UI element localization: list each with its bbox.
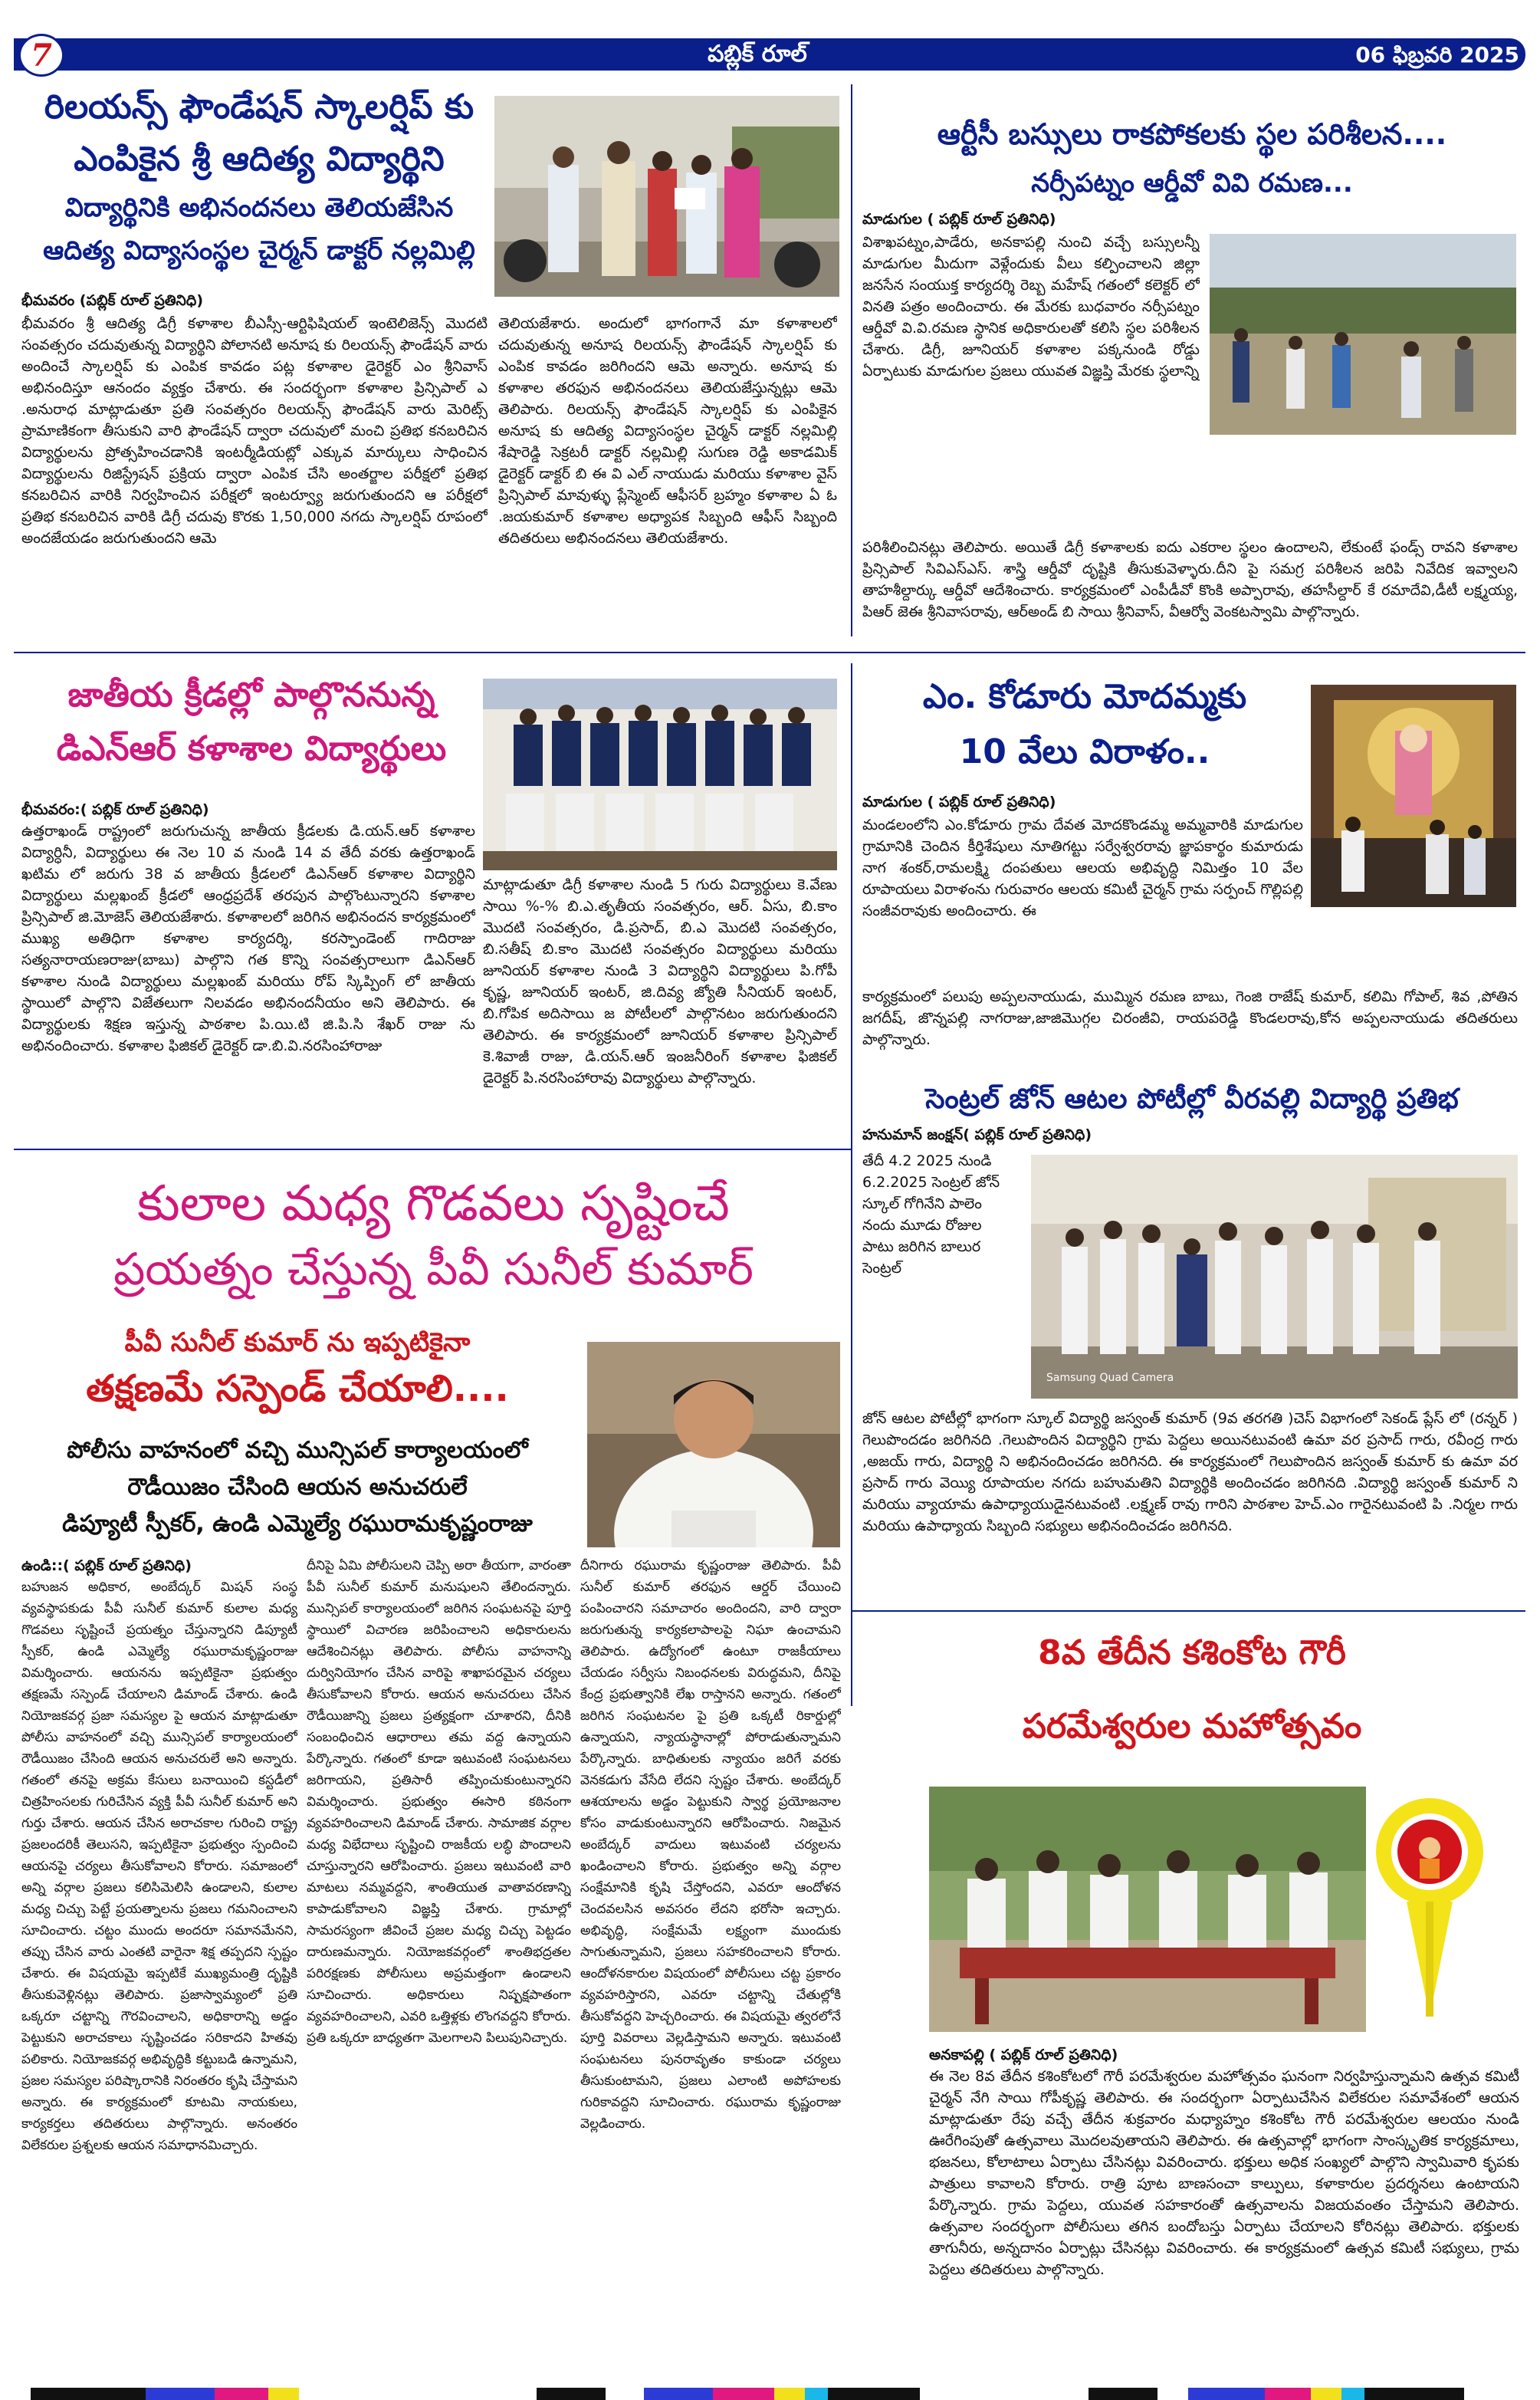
dateline: హనుమాన్ జంక్షన్( పబ్లిక్ రూల్ ప్రతినిధి) bbox=[862, 1126, 1092, 1143]
photo-site-inspection bbox=[1210, 234, 1516, 435]
headline-2: ఎంపికైన శ్రీ ఆదిత్య విద్యార్థిని bbox=[74, 140, 445, 179]
footer-swatch bbox=[1341, 2388, 1364, 2400]
headline: సెంట్రల్ జోన్ ఆటల పోటీల్లో వీరవల్లి విద్యార్థి ప్రతిభ bbox=[925, 1083, 1459, 1115]
headline-2: డిఎన్ఆర్ కళాశాల విద్యార్థులు bbox=[56, 729, 447, 768]
article-column-1: విశాఖపట్నం,పాడేరు, అనకాపల్లి నుంచి వచ్చే బస్సులన్నీ మాడుగుల మీదుగా వెళ్లేందుకు వీలు కల్పించాలని జిల్లా జనసేన సంయుక్త కార్యదర్శి రెబ్బ మహేష్ గతంలో కలెక్టర్ లో వినతి పత్రం అందించారు. ఈ మేరకు బుధవారం నర్సీపట్నం ఆర్డీవో వి.వి.రమణ స్థానిక అధికారులతో కలిసి స్థల పరిశీలన చేశారు. డిగ్రీ, జూనియర్ కళాశాల పక్కనుండి రోడ్డు ఏర్పాటుకు మాడుగుల ప్రజలు యువత విజ్ఞప్తి మేరకు స్థలాన్ని bbox=[862, 234, 1200, 380]
article-column-1: భీమవరం శ్రీ ఆదిత్య డిగ్రీ కళాశాల బీఎస్సీ-ఆర్టిఫిషియల్ ఇంటెలిజెన్స్ మొదటి సంవత్సరం చదువుతున్న విద్యార్థిని పోలానటి అనూష కు రిలయన్స్ ఫౌండేషన్ వారు అందించే స్కాలర్షిప్ కు ఎంపిక కావడం పట్ల కళాశాల డైరెక్టర్ ఎం శ్రీనివాస్ అభినందిస్తూ ఆనందం వ్యక్తం చేశారు. ఈ సందర్భంగా కళాశాల ప్రిన్సిపాల్ ఎ .అనురాధ మాట్లాడుతూ ప్రతి సంవత్సరం రిలయన్స్ ఫౌండేషన్ వారు మెరిట్స్ ప్రామాణికంగా తీసుకుని వారి ఫౌండేషన్ ద్వారా చదువులో మంచి ప్రతిభ కనబరిచిన విద్యార్థులను ప్రోత్సహించడానికి ఇంటర్మీడియట్లో ఎక్కువ మార్కులు సాధించిన విద్యార్థులను రిజిస్ట్రేషన్ ప్రక్రియ ద్వారా ఎంపిక చేసి అంతర్జాల పరీక్షలో ప్రతిభ కనబరిచిన వారికి నిర్వహించిన పరీక్షలో ఇంటర్వ్యూ జరుగుతుందని ఆ పరీక్షలో ప్రతిభ కనబరిచిన వారికి డిగ్రీ చదువు కొరకు 1,50,000 నగదు స్కాలర్షిప్ రూపంలో అందజేయడం జరుగుతుందని ఆమె bbox=[21, 315, 488, 547]
photo-dnr-students-team bbox=[483, 679, 837, 870]
headline: జాతీయ క్రీడల్లో పాల్గొననున్న bbox=[67, 676, 435, 715]
headline: కులాల మధ్య గొడవలు సృష్టించే bbox=[137, 1175, 730, 1232]
article-full-width: జోన్ ఆటల పోటీల్లో భాగంగా స్కూల్ విద్యార్థి జస్వంత్ కుమార్ (9వ తరగతి )చెస్ విభాగంలో సెకండ్ ప్లేస్ లో (రన్నర్ ) గెలుపొందడం జరిగినది .గెలుపొందిన విద్యార్థిని గ్రామ పెద్దలు అయినటువంటి ఉమా వర ప్రసాద్ గారు, రవీంద్ర గారు ,అజయ్ గారు, విద్యార్థి ని అభినందించడం జరిగినది. ఈ కార్యక్రమంలో గెలుపొందిన జస్వంత్ కుమార్ కు ఉమా వర ప్రసాద్ గారు వెయ్యి రూపాయల నగదు బహుమతిని విద్యార్థికి అందించడం జరిగినది .విద్యార్థి జస్వంత్ కుమార్ ని మరియు వ్యాయామ ఉపాధ్యాయుడైనటువంటి .లక్ష్మణ్ రావు గారిని పాఠశాల హెచ్.ఎం గారైనటువంటి పి .నిర్మల గారు మరియు ఉపాధ్యాయ సిబ్బంది సభ్యులు అభినందించడం జరిగినది. bbox=[862, 1410, 1518, 1534]
subheadline-3: పోలీసు వాహనంలో వచ్చి మున్సిపల్ కార్యాలయంలో bbox=[67, 1437, 528, 1464]
dateline: మాడుగుల ( పబ్లిక్ రూల్ ప్రతినిధి) bbox=[862, 211, 1056, 228]
article-column-2: దీనిపై ఏమి పోలీసులని చెప్పి అరా తీయగా, వారంతా పీవీ సునీల్ కుమార్ మనుషులని తేలిందన్నారు. మున్సిపల్ కార్యాలయంలో జరిగిన సంఘటనపై పూర్తి స్థాయిలో విచారణ జరిపించాలని అధికారులను ఆదేశించినట్లు తెలిపారు. పోలీసు వాహనాన్ని దుర్వినియోగం చేసిన వారిపై శాఖాపరమైన చర్యలు తీసుకోవాలని కోరారు. ఆయన అనుచరులు చేసిన రౌడీయిజాన్ని ప్రజలు ప్రత్యక్షంగా చూశారని, దీనికి సంబంధించిన ఆధారాలు తమ వద్ద ఉన్నాయని పేర్కొన్నారు. గతంలో కూడా ఇటువంటి సంఘటనలు జరిగాయని, ప్రతిసారీ తప్పించుకుంటున్నారని విమర్శించారు. ప్రభుత్వం ఈసారి కఠినంగా వ్యవహరించాలని డిమాండ్ చేశారు. సామాజిక వర్గాల మధ్య విభేదాలు సృష్టించి రాజకీయ లబ్ధి పొందాలని చూస్తున్నారని ఆరోపించారు. ప్రజలు ఇటువంటి వారి మాటలు నమ్మవద్దని, శాంతియుత వాతావరణాన్ని కాపాడుకోవాలని విజ్ఞప్తి చేశారు. గ్రామాల్లో సామరస్యంగా జీవించే ప్రజల మధ్య చిచ్చు పెట్టడం దారుణమన్నారు. నియోజకవర్గంలో శాంతిభద్రతల పరిరక్షణకు పోలీసులు అప్రమత్తంగా ఉండాలని సూచించారు. అధికారులు నిష్పక్షపాతంగా వ్యవహరించాలని, ఎవరి ఒత్తిళ్లకు లొంగవద్దని కోరారు. ప్రతి ఒక్కరూ బాధ్యతగా మెలగాలని పిలుపునిచ్చారు. bbox=[307, 1558, 571, 2046]
article-column-2: తెలియజేశారు. అందులో భాగంగానే మా కళాశాలలో చదువుతున్న అనూష రిలయన్స్ ఫౌండేషన్ స్కాలర్షిప్ కు ఎంపిక కావడం జరిగిందని ఆమె అన్నారు. అనూష కు కళాశాల తరఫున అభినందనలు తెలియజేస్తున్నట్లు ఆమె తెలిపారు. రిలయన్స్ ఫౌండేషన్ స్కాలర్షిప్ కు ఎంపికైన అనూష కు ఆదిత్య విద్యాసంస్థల చైర్మన్ డాక్టర్ నల్లమిల్లి శేషారెడ్డి సెక్రటరీ డాక్టర్ నల్లమిల్లి సుగుణ రెడ్డి అకాడమిక్ డైరెక్టర్ డాక్టర్ బి ఈ వి ఎల్ నాయుడు మరియు కళాశాల వైస్ ప్రిన్సిపాల్ మావుళ్ళు ప్లేస్మెంట్ ఆఫీసర్ బ్రహ్మం కళాశాల ఏ ఓ .జయకుమార్ కళాశాల అధ్యాపక సిబ్బంది ఆఫీస్ సిబ్బంది తదితరులు అభినందనలు తెలియజేశారు. bbox=[498, 315, 837, 547]
footer-swatch bbox=[828, 2388, 920, 2400]
article-column-1: బహుజన అధికార, అంబేద్కర్ మిషన్ సంస్థ వ్యవస్థాపకుడు పీవీ సునీల్ కుమార్ కులాల మధ్య గొడవలు సృష్టించే ప్రయత్నం చేస్తున్నారని డిప్యూటీ స్పీకర్, ఉండి ఎమ్మెల్యే రఘురామకృష్ణంరాజు విమర్శించారు. ఆయనను ఇప్పటికైనా ప్రభుత్వం తక్షణమే సస్పెండ్ చేయాలని డిమాండ్ చేశారు. ఉండి నియోజకవర్గ ప్రజా సమస్యల పై ఆయన మాట్లాడుతూ పోలీసు వాహనంలో వచ్చి మున్సిపల్ కార్యాలయంలో రౌడీయిజం చేసింది ఆయన అనుచరులే అని అన్నారు. గతంలో తనపై అక్రమ కేసులు బనాయించి కస్టడీలో చిత్రహింసలకు గురిచేసిన వ్యక్తి పీవీ సునీల్ కుమార్ అని గుర్తు చేశారు. ఆయన చేసిన అరాచకాల గురించి రాష్ట్ర ప్రజలందరికీ తెలుసని, ఇప్పటికైనా ప్రభుత్వం స్పందించి ఆయనపై చర్యలు తీసుకోవాలని కోరారు. సమాజంలో అన్ని వర్గాల ప్రజలు కలిసిమెలిసి ఉండాలని, కులాల మధ్య చిచ్చు పెట్టే ప్రయత్నాలను ప్రజలు గమనించాలని సూచించారు. చట్టం ముందు అందరూ సమానమేనని, తప్పు చేసిన వారు ఎంతటి వారైనా శిక్ష తప్పదని స్పష్టం చేశారు. ఈ విషయమై ఇప్పటికే ముఖ్యమంత్రి దృష్టికి తీసుకువెళ్లినట్లు తెలిపారు. ప్రజాస్వామ్యంలో ప్రతి ఒక్కరూ చట్టాన్ని గౌరవించాలని, అధికారాన్ని అడ్డం పెట్టుకుని అరాచకాలు సృష్టించడం సరికాదని హితవు పలికారు. నియోజకవర్గ అభివృద్ధికి కట్టుబడి ఉన్నామని, ప్రజల సమస్యల పరిష్కారానికి నిరంతరం కృషి చేస్తామని అన్నారు. ఈ కార్యక్రమంలో కూటమి నాయకులు, కార్యకర్తలు తదితరులు పాల్గొన్నారు. అనంతరం విలేకరుల ప్రశ్నలకు ఆయన సమాధానమిచ్చారు. bbox=[21, 1580, 297, 2153]
svg-text:Samsung Quad Camera: Samsung Quad Camera bbox=[1046, 1372, 1174, 1384]
footer-swatch bbox=[1188, 2388, 1265, 2400]
page-number: 7 bbox=[31, 38, 52, 74]
article-column-1: మండలంలోని ఎం.కోడూరు గ్రామ దేవత మోదకొండమ్మ అమ్మవారికి మాడుగుల గ్రామానికి చెందిన కీర్తిశేషులు నూతిగట్టు సర్వేశ్వరరావు జ్ఞాపకార్థం కుమారుడు నాగ శంకర్,రామలక్ష్మి దంపతులు ఆలయ అభివృద్ధి నిమిత్తం 10 వేల రూపాయలు విరాళంను గురువారం ఆలయ కమిటీ చైర్మన్ గ్రామ సర్పంచ్ గొల్లిపల్లి సంజీవరావుకు అందించారు. ఈ bbox=[862, 817, 1303, 919]
photo-festival-badge bbox=[1372, 1794, 1487, 2024]
subheadline: నర్సీపట్నం ఆర్డీవో వివి రమణ... bbox=[1031, 168, 1353, 199]
footer-swatch bbox=[268, 2388, 299, 2400]
masthead-bar bbox=[14, 38, 1525, 74]
article-column-2: పరిశీలించినట్లు తెలిపారు. అయితే డిగ్రీ కళాశాలకు ఐదు ఎకరాల స్థలం ఉందాలని, లేకుంటే ఫండ్స్ రావని కళాశాల ప్రిన్సిపాల్ సివిఎస్ఎస్. శాస్త్రి ఆర్డీవో దృష్టికి తీసుకువెళ్ళారు.దీని పై సమగ్ర పరిశీలన జరిపి నివేదిక ఇవ్వాలని తాహశీల్దార్కు ఆర్డీవో ఆదేశించారు. కార్యక్రమంలో ఎంపీడీవో కొంకి అప్పారావు, తహసీల్దార్ కే రమాదేవి,డీటీ లక్ష్మయ్య, పిఆర్ జెఈ శ్రీనివాసరావు, ఆర్అండ్ బి సాయి శ్రీనివాస్, వీఆర్వో వెంకటస్వామి పాల్గొన్నారు. bbox=[862, 539, 1518, 620]
article-column-1: ఉత్తరాఖండ్ రాష్ట్రంలో జరుగుచున్న జాతీయ క్రీడలకు డి.యన్.ఆర్ కళాశాల విద్యార్ధినీ, విద్యార్థులు ఈ నెల 10 వ నుండి 14 వ తేదీ వరకు ఉత్తరాఖండ్ ఖటిమ లో జరుగు 38 వ జాతీయ క్రీడలలో డిఎన్ఆర్ కళాశాల విద్యార్థిని విద్యార్థులు మల్లఖంబ్ క్రీడలో ఆంధ్రప్రదేశ్ తరపున పాల్గొంటున్నారని కళాశాల ప్రిన్సిపాల్ జి.మోజెస్ తెలియజేశారు. కళాశాలలో జరిగిన అభినందన కార్యక్రమంలో ముఖ్య అతిధిగా కళాశాల కార్యదర్శి, కరస్పాండెంట్ గాదిరాజు సత్యనారాయణరాజు(బాబు) పాల్గొని గత కొన్ని సంవత్సరాలుగా డిఎన్ఆర్ కళాశాల నుండి విద్యార్థులు మల్లఖంబ్ మరియు రోప్ స్కిప్పింగ్ లో జాతీయ స్థాయిలో పాల్గొని విజేతలుగా నిలవడం అభినందనీయం అని తెలిపారు. ఈ విద్యార్థులకు శిక్షణ ఇస్తున్న పాఠశాల పి.యి.టి జి.పి.సి శేఖర్ రాజు ను అభినందించారు. కళాశాల ఫిజికల్ డైరెక్టర్ డా.బి.వి.నరసింహారాజు bbox=[21, 823, 475, 1054]
issue-date: 06 ఫిబ్రవరి 2025 bbox=[1355, 42, 1519, 67]
footer-swatch bbox=[215, 2388, 268, 2400]
column-divider bbox=[851, 84, 852, 636]
dateline: మాడుగుల ( పబ్లిక్ రూల్ ప్రతినిధి) bbox=[862, 794, 1056, 810]
dateline: అనకాపల్లి ( పబ్లిక్ రూల్ ప్రతినిధి) bbox=[929, 2047, 1118, 2063]
footer-swatch bbox=[146, 2388, 215, 2400]
photo-scholarship-felicitation bbox=[494, 96, 839, 297]
photo-raghurama-krishnamraju bbox=[587, 1342, 840, 1547]
footer-swatch bbox=[31, 2388, 146, 2400]
article-full-width: ఈ నెల 8వ తేదీన కశింకోటలో గౌరీ పరమేశ్వరుల మహోత్సవం ఘనంగా నిర్వహిస్తున్నామని ఉత్సవ కమిటీ చైర్మన్ నేగి సాయి గోపీకృష్ణ తెలిపారు. ఈ సందర్భంగా ఏర్పాటుచేసిన విలేకరుల సమావేశంలో ఆయన మాట్లాడుతూ రేపు వచ్చే తేదీన శుక్రవారం మధ్యాహ్నం కశింకోట గౌరీ పరమేశ్వరుల ఆలయం నుండి ఊరేగింపుతో ఉత్సవాలు మొదలవుతాయని తెలిపారు. ఈ ఉత్సవాల్లో భాగంగా సాంస్కృతిక కార్యక్రమాలు, భజనలు, కోలాటాలు ఏర్పాటు చేసినట్లు వివరించారు. భక్తులు అధిక సంఖ్యలో పాల్గొని స్వామివారి కృపకు పాత్రులు కావాలని కోరారు. రాత్రి పూట బాణసంచా కాల్పులు, కళాకారుల ప్రదర్శనలు ఉంటాయని పేర్కొన్నారు. గ్రామ పెద్దలు, యువత సహకారంతో ఉత్సవాలను విజయవంతం చేస్తామని తెలిపారు. ఉత్సవాల సందర్భంగా పోలీసులు తగిన బందోబస్తు ఏర్పాటు చేయాలని కోరినట్లు తెలిపారు. భక్తులకు తాగునీరు, అన్నదానం ఏర్పాట్లు చేసినట్లు వివరించారు. ఈ కార్యక్రమంలో ఉత్సవ కమిటీ సభ్యులు, గ్రామ పెద్దలు తదితరులు పాల్గొన్నారు. bbox=[929, 2068, 1519, 2278]
footer-swatch bbox=[1311, 2388, 1341, 2400]
subheadline-2: ఆదిత్య విద్యాసంస్థల చైర్మన్ డాక్టర్ నల్లమిల్లి bbox=[43, 235, 475, 266]
article-column-1: తేదీ 4.2 2025 నుండి 6.2.2025 సెంట్రల్ జోన్ స్కూల్ గోగినేని పాలెం నందు మూడు రోజుల పాటు జరిగిన బాలుర సెంట్రల్ bbox=[862, 1152, 1000, 1277]
footer-swatch bbox=[1364, 2388, 1464, 2400]
subheadline: విద్యార్థినికి అభినందనలు తెలియజేసిన bbox=[64, 192, 454, 223]
subheadline-2: తక్షణమే సస్పెండ్ చేయాలి.... bbox=[86, 1367, 509, 1410]
dateline: భీమవరం:( పబ్లిక్ రూల్ ప్రతినిధి) bbox=[21, 801, 209, 818]
headline-2: ప్రయత్నం చేస్తున్న పీవీ సునీల్ కుమార్ bbox=[113, 1243, 754, 1295]
paper-name: పబ్లిక్ రూల్ bbox=[708, 41, 807, 67]
photo-temple-donation bbox=[1311, 685, 1516, 907]
page-number-badge bbox=[18, 34, 64, 77]
article-column-3: దీనిగారు రఘురామ కృష్ణంరాజు తెలిపారు. పీవీ సునీల్ కుమార్ తరఫున ఆర్డర్ చేయించి పంపించారని సమాచారం అందిందని, వారి ద్వారా జరుగుతున్న కార్యకలాపాలపై నిఘా ఉంచామని తెలిపారు. ఉద్యోగంలో ఉంటూ రాజకీయాలు చేయడం సర్వీసు నిబంధనలకు విరుద్ధమని, దీనిపై కేంద్ర ప్రభుత్వానికి లేఖ రాస్తానని అన్నారు. గతంలో జరిగిన సంఘటనల పై ప్రతి ఒక్కటీ రికార్డుల్లో ఉన్నాయని, న్యాయస్థానాల్లో పోరాడుతున్నామని పేర్కొన్నారు. బాధితులకు న్యాయం జరిగే వరకు వెనకడుగు వేసేది లేదని స్పష్టం చేశారు. అంబేద్కర్ ఆశయాలను అడ్డం పెట్టుకుని స్వార్థ ప్రయోజనాల కోసం వాడుకుంటున్నారని ఆరోపించారు. నిజమైన అంబేద్కర్ వాదులు ఇటువంటి చర్యలను ఖండించాలని కోరారు. ప్రభుత్వం అన్ని వర్గాల సంక్షేమానికి కృషి చేస్తోందని, ఎవరూ ఆందోళన చెందవలసిన అవసరం లేదని భరోసా ఇచ్చారు. అభివృద్ధి, సంక్షేమమే లక్ష్యంగా ముందుకు సాగుతున్నామని, ప్రజలు సహకరించాలని కోరారు. ఆందోళనకారుల విషయంలో పోలీసులు చట్ట ప్రకారం వ్యవహరిస్తారని, ఎవరూ చట్టాన్ని చేతుల్లోకి తీసుకోవద్దని హెచ్చరించారు. ఈ విషయమై త్వరలోనే పూర్తి వివరాలు వెల్లడిస్తామని అన్నారు. ఇటువంటి సంఘటనలు పునరావృతం కాకుండా చర్యలు తీసుకుంటామని, ప్రజలు ఎలాంటి అపోహలకు గురికావద్దని సూచించారు. రఘురామ కృష్ణంరాజు వెల్లడించారు. bbox=[580, 1558, 841, 2132]
article-full-width: కార్యక్రమంలో పలుపు అప్పలనాయుడు, ముమ్మిన రమణ బాబు, గెంజి రాజేష్ కుమార్, కలిమి గోపాల్, శివ ,పోతిన జగదీష్, జొన్నపల్లి నాగరాజు,జాజిమొగ్గల చిరంజీవి, రాయపరెడ్డి కొండలరావు,కోన అప్పలనాయుడు తదితరులు పాల్గొన్నారు. bbox=[862, 988, 1518, 1048]
footer-swatch bbox=[537, 2388, 606, 2400]
footer-swatch bbox=[774, 2388, 805, 2400]
footer-swatch bbox=[713, 2388, 774, 2400]
headline: ఆర్టీసీ బస్సులు రాకపోకలకు స్థల పరిశీలన.... bbox=[937, 117, 1447, 151]
section-divider bbox=[851, 1610, 1525, 1612]
subheadline: పీవీ సునీల్ కుమార్ ను ఇప్పటికైనా bbox=[124, 1327, 471, 1358]
photo-chess-winner-felicitation bbox=[1031, 1155, 1518, 1399]
headline-2: పరమేశ్వరుల మహోత్సవం bbox=[1022, 1707, 1362, 1746]
subheadline-5: డిప్యూటీ స్పీకర్, ఉండి ఎమ్మెల్యే రఘురామకృష్ణంరాజు bbox=[62, 1511, 533, 1537]
footer-swatch bbox=[644, 2388, 713, 2400]
article-column-2: మాట్లాడుతూ డిగ్రీ కళాశాల నుండి 5 గురు విద్యార్థులు కె.వేణు సాయి %-% బి.ఎ.తృతీయ సంవత్సరం, ఆర్. ఏసు, బి.కాం మొదటి సంవత్సరం, డి.ప్రసాద్, బి.ఎ మొదటి సంవత్సరం, బి.సతీష్ బి.కాం మొదటి సంవత్సరం విద్యార్థులు మరియు జూనియర్ కళాశాల నుండి 3 విద్యార్థిని విద్యార్థులు పి.గోపీ కృష్ణ, జూనియర్ ఇంటర్, జి.దివ్య జ్యోతి సీనియర్ ఇంటర్, బి.గోపిక అదిసాయి జ పోటీలలో పాల్గొనటం జరుగుతుందని తెలిపారు. ఈ కార్యక్రమంలో జూనియర్ కళాశాల ప్రిన్సిపాల్ కె.శివాజీ రాజు, డి.యన్.ఆర్ ఇంజనీరింగ్ కళాశాల ఫిజికల్ డైరెక్టర్ పి.నరసింహారావు విద్యార్థులు పాల్గొన్నారు. bbox=[483, 876, 837, 1087]
photo-festival-committee-meeting bbox=[929, 1787, 1366, 2032]
subheadline-4: రౌడీయిజం చేసింది ఆయన అనుచరులే bbox=[127, 1474, 468, 1501]
dateline: ఉండి::( పబ్లిక్ రూల్ ప్రతినిధి) bbox=[21, 1557, 192, 1574]
footer-swatch bbox=[805, 2388, 828, 2400]
footer-swatch bbox=[1089, 2388, 1157, 2400]
section-divider bbox=[14, 1149, 851, 1150]
dateline: భీమవరం (పబ్లిక్ రూల్ ప్రతినిధి) bbox=[21, 292, 203, 309]
footer-swatch bbox=[1265, 2388, 1311, 2400]
headline: రిలయన్స్ ఫౌండేషన్ స్కాలర్షిప్ కు bbox=[44, 87, 474, 127]
headline: 8వ తేదీన కశింకోట గౌరీ bbox=[1038, 1633, 1346, 1672]
headline: ఎం. కోడూరు మోదమ్మకు bbox=[922, 677, 1247, 716]
headline-2: 10 వేలు విరాళం.. bbox=[959, 732, 1210, 771]
column-divider bbox=[851, 663, 852, 1706]
section-divider bbox=[14, 652, 1525, 653]
